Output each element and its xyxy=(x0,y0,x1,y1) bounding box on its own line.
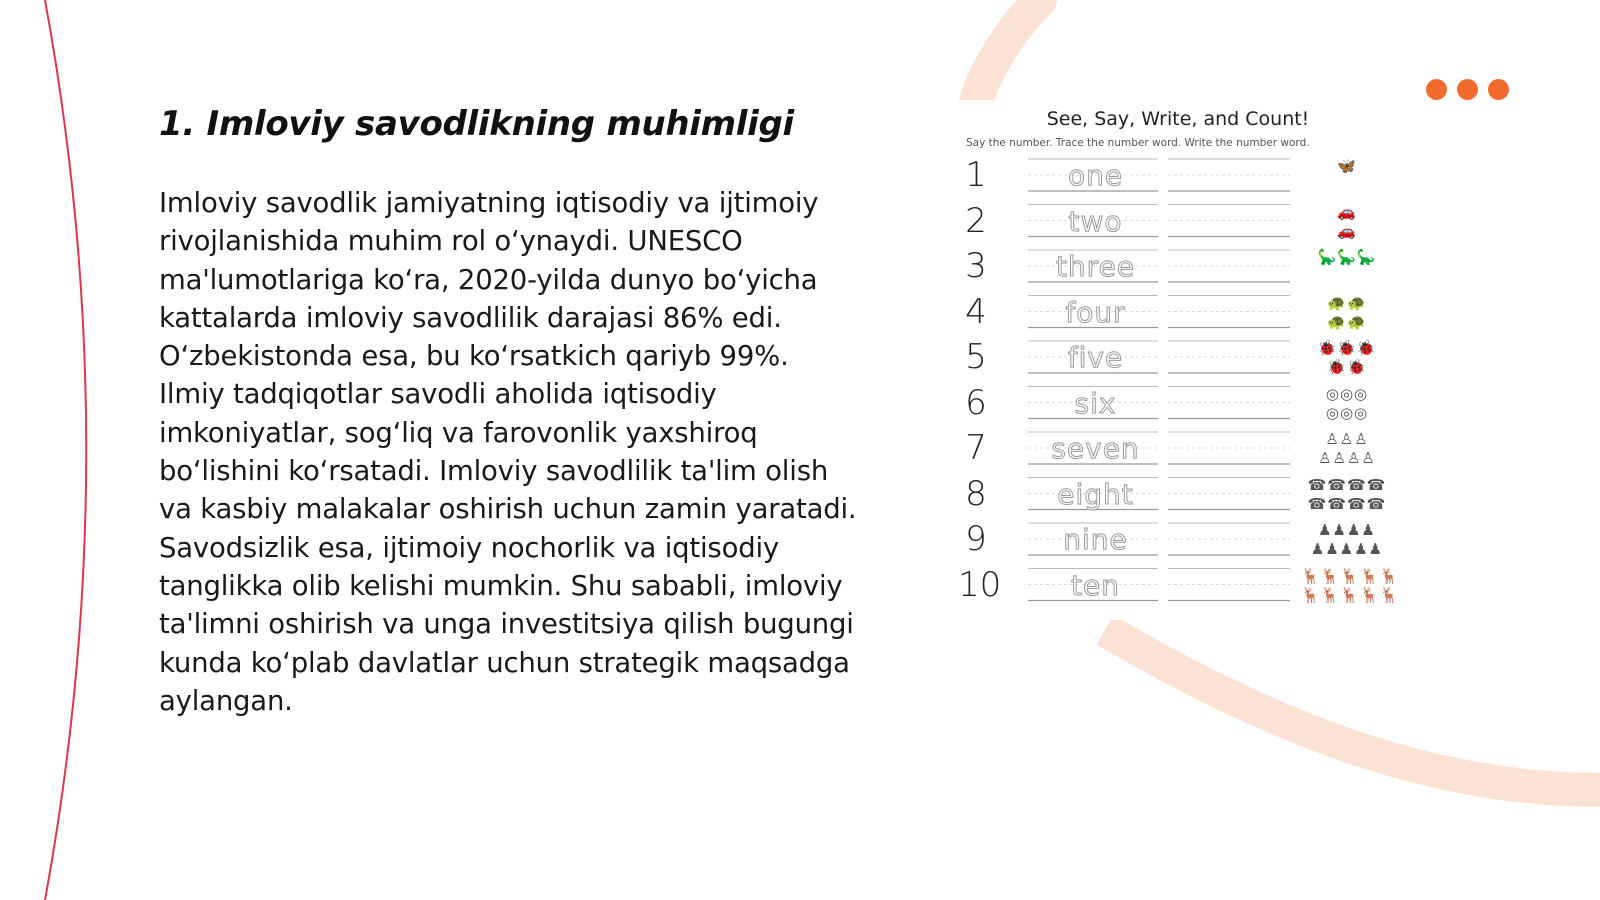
worksheet-number: 8 xyxy=(965,473,987,514)
worksheet-row xyxy=(958,337,1398,382)
worksheet-number: 3 xyxy=(965,246,987,286)
worksheet-count-pictures: 🦕🦕🦕 xyxy=(1317,248,1377,266)
peach-arc-bottom xyxy=(1105,630,1600,790)
menu-dots xyxy=(1426,79,1509,100)
worksheet-count-pictures: 🚗 🚗 xyxy=(1337,202,1357,240)
worksheet-number: 9 xyxy=(965,519,987,559)
worksheet-row xyxy=(958,565,1398,610)
worksheet-row xyxy=(958,201,1398,246)
worksheet-trace-word: seven xyxy=(1051,432,1140,465)
worksheet-row xyxy=(958,428,1398,473)
worksheet-number: 2 xyxy=(965,200,987,241)
worksheet-number: 5 xyxy=(965,337,987,377)
worksheet-row xyxy=(958,155,1398,200)
worksheet-count-pictures: ♟♟♟♟ ♟♟♟♟♟ xyxy=(1310,521,1384,558)
worksheet-count-pictures: ♙♙♙ ♙♙♙♙ xyxy=(1318,430,1376,467)
peach-arc-top xyxy=(975,0,1040,105)
worksheet-row xyxy=(958,519,1398,564)
worksheet-trace-word: two xyxy=(1068,204,1123,238)
worksheet-trace-word: five xyxy=(1067,341,1124,374)
worksheet-trace-word: one xyxy=(1067,159,1124,192)
worksheet-trace-word: nine xyxy=(1063,523,1128,556)
worksheet-title: See, Say, Write, and Count! xyxy=(1046,108,1310,130)
slide-body-text: Imloviy savodlik jamiyatning iqtisodiy va ijtimoiy rivojlanishida muhim rol o‘ynaydi. UNESCO ma'lumotlariga ko‘ra, 2020-yilda dunyo bo‘yicha kattalarda imloviy savodlilik darajasi 86% edi. O‘zbekistonda esa, bu ko‘rsatkich qariyb 99%. Ilmiy tadqiqotlar savodli aholida iqtisodiy imkoniyatlar, sog‘liq va farovonlik yaxshiroq bo‘lishini ko‘rsatadi. Imloviy savodlilik ta'lim olish va kasbiy malakalar oshirish uchun zamin yaratadi. Savodsizlik esa, ijtimoiy nochorlik va iqtisodiy tanglikka olib kelishi mumkin. Shu sababli, imloviy ta'limni oshirish va unga investitsiya qilish bugungi kunda ko‘plab davlatlar uchun strategik maqsadga aylangan. xyxy=(159,187,857,717)
worksheet-trace-word: four xyxy=(1065,295,1126,329)
worksheet-row xyxy=(958,474,1398,519)
worksheet-count-pictures: ◎◎◎ ◎◎◎ xyxy=(1325,384,1369,422)
worksheet-number: 4 xyxy=(965,291,987,332)
worksheet-number: 10 xyxy=(958,564,1002,605)
left-accent-line xyxy=(45,0,86,900)
worksheet-number: 6 xyxy=(965,382,987,423)
worksheet-image xyxy=(958,100,1398,620)
worksheet-trace-word: eight xyxy=(1057,477,1134,511)
worksheet-trace-word: ten xyxy=(1071,568,1120,602)
dot-icon xyxy=(1426,79,1447,100)
worksheet-number: 1 xyxy=(965,155,987,195)
worksheet-number: 7 xyxy=(965,428,987,468)
worksheet-row xyxy=(958,383,1398,428)
worksheet-trace-word: six xyxy=(1074,386,1117,420)
worksheet-count-pictures: 🦌🦌🦌🦌🦌 🦌🦌🦌🦌🦌 xyxy=(1301,566,1400,604)
worksheet-instructions: Say the number. Trace the number word. Write the number word. xyxy=(966,137,1310,149)
dot-icon xyxy=(1488,79,1509,100)
worksheet-count-pictures: 🐞🐞🐞 🐞🐞 xyxy=(1317,339,1377,376)
slide-title: 1. Imloviy savodlikning muhimligi xyxy=(159,104,794,144)
worksheet-count-pictures: 🦋 xyxy=(1337,157,1357,175)
worksheet-row xyxy=(958,292,1398,337)
dot-icon xyxy=(1457,79,1478,100)
worksheet-trace-word: three xyxy=(1055,250,1136,283)
worksheet-count-pictures: 🐢🐢 🐢🐢 xyxy=(1327,293,1367,331)
worksheet-row xyxy=(958,246,1398,291)
worksheet-count-pictures: ☎☎☎☎ ☎☎☎☎ xyxy=(1307,475,1387,513)
